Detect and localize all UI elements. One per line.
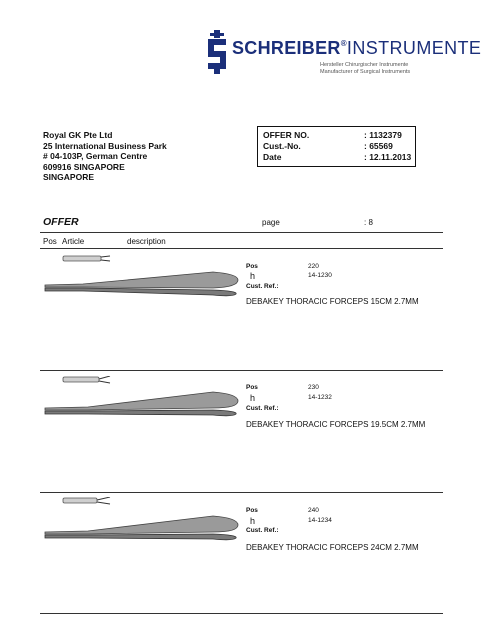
offer-no-value: : 1132379 — [364, 130, 402, 140]
item-pos-number: 220 — [308, 263, 319, 270]
item-article-number: 14-1232 — [308, 394, 332, 401]
brand-registered-mark: ® — [340, 39, 347, 48]
address-line: SINGAPORE — [43, 172, 95, 182]
cust-no-value: : 65569 — [364, 141, 393, 151]
brand-name-suffix: INSTRUMENTE — [346, 38, 482, 58]
item-description: DEBAKEY THORACIC FORCEPS 19.5CM 2.7MM — [246, 420, 426, 429]
divider — [40, 613, 443, 614]
page-number: : 8 — [364, 218, 373, 227]
item-description: DEBAKEY THORACIC FORCEPS 15CM 2.7MM — [246, 297, 419, 306]
divider — [40, 492, 443, 493]
divider — [40, 370, 443, 371]
divider — [40, 248, 443, 249]
address-line: # 04-103P, German Centre — [43, 151, 148, 161]
date-label: Date — [263, 152, 282, 162]
item-article-number: 14-1230 — [308, 272, 332, 279]
address-line: 25 International Business Park — [43, 140, 167, 151]
column-header-pos: Pos — [43, 237, 57, 246]
brand-name-main: SCHREIBER — [232, 38, 341, 58]
offer-no-label: OFFER NO. — [263, 130, 310, 140]
brand-name — [232, 38, 481, 59]
address-line: Royal GK Pte Ltd — [43, 130, 113, 140]
customer-address — [43, 130, 167, 183]
date-value: : 12.11.2013 — [364, 152, 412, 162]
item-pos-label: Pos — [246, 263, 258, 270]
cust-ref-label: Cust. Ref.: — [246, 283, 279, 290]
unit-icon: h — [250, 393, 256, 403]
item-pos-label: Pos — [246, 384, 258, 391]
unit-icon: h — [250, 271, 256, 281]
tagline-german: Hersteller Chirurgischer Instrumente — [320, 62, 409, 68]
divider — [40, 232, 443, 233]
address-line: 609916 SINGAPORE — [43, 161, 125, 172]
offer-title: OFFER — [43, 216, 79, 228]
forceps-image — [43, 260, 243, 302]
item-pos-label: Pos — [246, 507, 258, 514]
forceps-image — [43, 503, 243, 545]
cust-ref-label: Cust. Ref.: — [246, 527, 279, 534]
schreiber-logo-icon — [205, 30, 229, 74]
item-pos-number: 230 — [308, 384, 319, 391]
forceps-image — [43, 380, 243, 422]
column-header-description: description — [127, 237, 166, 246]
cust-ref-label: Cust. Ref.: — [246, 405, 279, 412]
offer-info-box — [257, 126, 416, 167]
item-article-number: 14-1234 — [308, 517, 332, 524]
item-description: DEBAKEY THORACIC FORCEPS 24CM 2.7MM — [246, 543, 419, 552]
column-header-article: Article — [62, 237, 85, 246]
cust-no-label: Cust.-No. — [263, 141, 301, 151]
item-pos-number: 240 — [308, 507, 319, 514]
unit-icon: h — [250, 516, 256, 526]
tagline-english: Manufacturer of Surgical Instruments — [320, 69, 411, 75]
page-label: page — [262, 218, 280, 227]
